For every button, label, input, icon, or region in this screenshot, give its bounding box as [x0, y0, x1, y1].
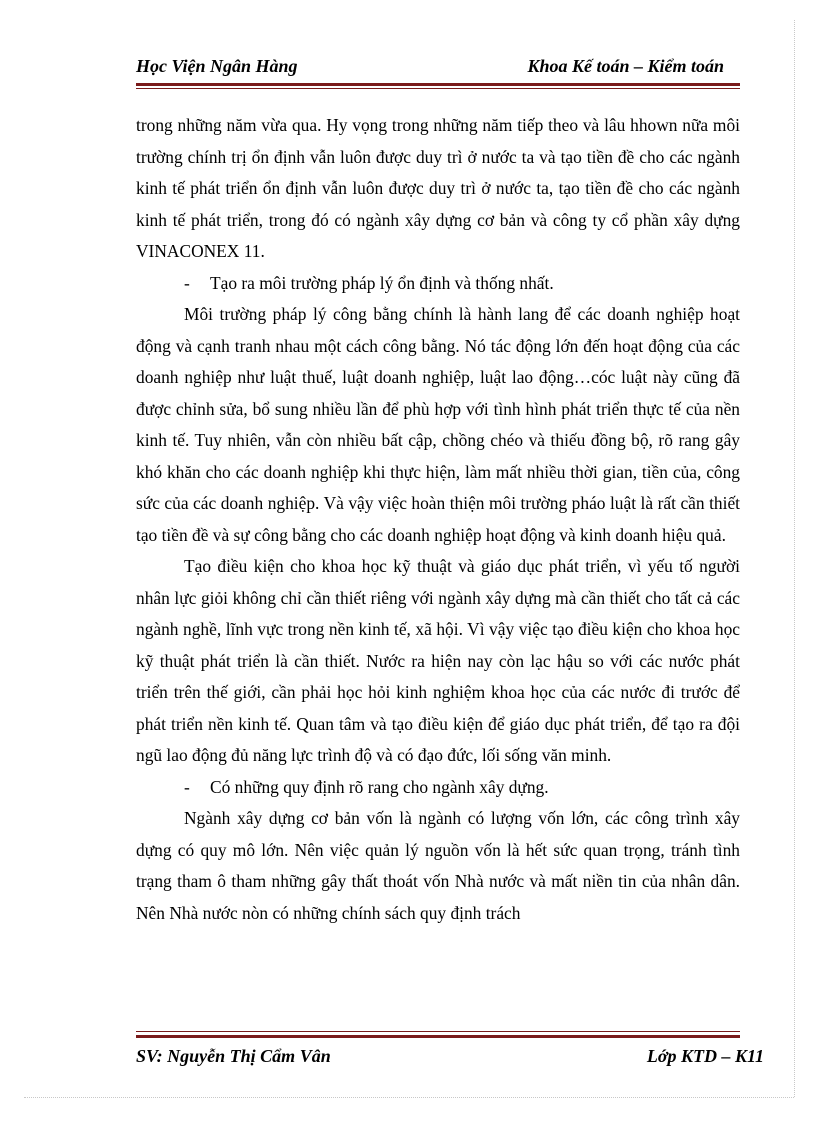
page-body	[136, 110, 740, 929]
page-footer	[136, 1046, 764, 1072]
header-rule-thin	[136, 88, 740, 89]
paragraph-continuation: trong những năm vừa qua. Hy vọng trong những năm tiếp theo và lâu hhown nữa môi trường chính trị ổn định vẫn luôn được duy trì ở nước ta và tạo tiền đề cho các ngành kinh tế phát triển ổn định vẫn luôn được duy trì ở nước ta, tạo tiền đề cho các ngành kinh tế phát triển, trong đó có ngành xây dựng cơ bản và công ty cổ phần xây dựng VINACONEX 11.	[136, 115, 740, 261]
page-header	[136, 56, 740, 82]
bullet-item-construction-rules	[136, 772, 740, 804]
header-rule-thick	[136, 83, 740, 86]
paragraph-legal-environment: Môi trường pháp lý công bằng chính là hành lang để các doanh nghiệp hoạt động và cạnh tranh nhau một cách công bằng. Nó tác động lớn đến hoạt động của các doanh nghiệp như luật thuế, luật doanh nghiệp, luật lao động…cóc luật này cũng đã được chỉnh sửa, bổ sung nhiều lần để phù hợp với tình hình phát triển thực tế của nền kinh tế. Tuy nhiên, vẫn còn nhiều bất cập, chồng chéo và thiếu đồng bộ, rõ rang gây khó khăn cho các doanh nghiệp khi thực hiện, làm mất nhiều thời gian, tiền của, công sức của các doanh nghiệp. Và vậy việc hoàn thiện môi trường pháo luật là rất cần thiết tạo tiền đề và sự công bằng cho các doanh nghiệp hoạt động và kinh doanh hiệu quả.	[136, 304, 740, 545]
bullet-dash: -	[184, 776, 190, 797]
header-faculty: Khoa Kế toán – Kiểm toán	[527, 56, 724, 76]
bullet-text: Tạo ra môi trường pháp lý ổn định và thống nhất.	[210, 272, 554, 293]
header-institution: Học Viện Ngân Hàng	[136, 56, 298, 76]
footer-rule-thick	[136, 1035, 740, 1038]
footer-class: Lớp KTD – K11	[646, 1046, 764, 1066]
bullet-dash: -	[184, 272, 190, 293]
bullet-item-legal-environment	[136, 268, 740, 300]
page-border-right	[794, 20, 795, 1097]
paragraph-construction-capital: Ngành xây dựng cơ bản vốn là ngành có lượng vốn lớn, các công trình xây dựng có quy mô lớn. Nên việc quản lý nguồn vốn là hết sức quan trọng, tránh tình trạng tham ô tham những gây thất thoát vốn Nhà nước và mất niền tin của nhân dân. Nên Nhà nước nòn có những chính sách quy định trách	[136, 808, 740, 923]
paragraph-science-education: Tạo điều kiện cho khoa học kỹ thuật và giáo dục phát triển, vì yếu tố người nhân lực giỏi không chỉ cần thiết riêng với ngành xây dựng mà cần thiết cho tất cả các ngành nghề, lĩnh vực trong nền kinh tế, xã hội. Vì vậy việc tạo điều kiện cho khoa học kỹ thuật phát triển là cần thiết. Nước ra hiện nay còn lạc hậu so với các nước phát triển trên thế giới, cần phải học hỏi kinh nghiệm khoa học của các nước đi trước để phát triển nền kinh tế. Quan tâm và tạo điều kiện để giáo dục phát triển, để tạo ra đội ngũ lao động đủ năng lực trình độ và có đạo đức, lối sống văn minh.	[136, 556, 740, 765]
footer-rule-thin	[136, 1031, 740, 1032]
page-border-bottom	[24, 1097, 794, 1098]
bullet-text: Có những quy định rõ rang cho ngành xây dựng.	[210, 776, 549, 797]
footer-student: SV: Nguyễn Thị Cẩm Vân	[136, 1046, 331, 1066]
